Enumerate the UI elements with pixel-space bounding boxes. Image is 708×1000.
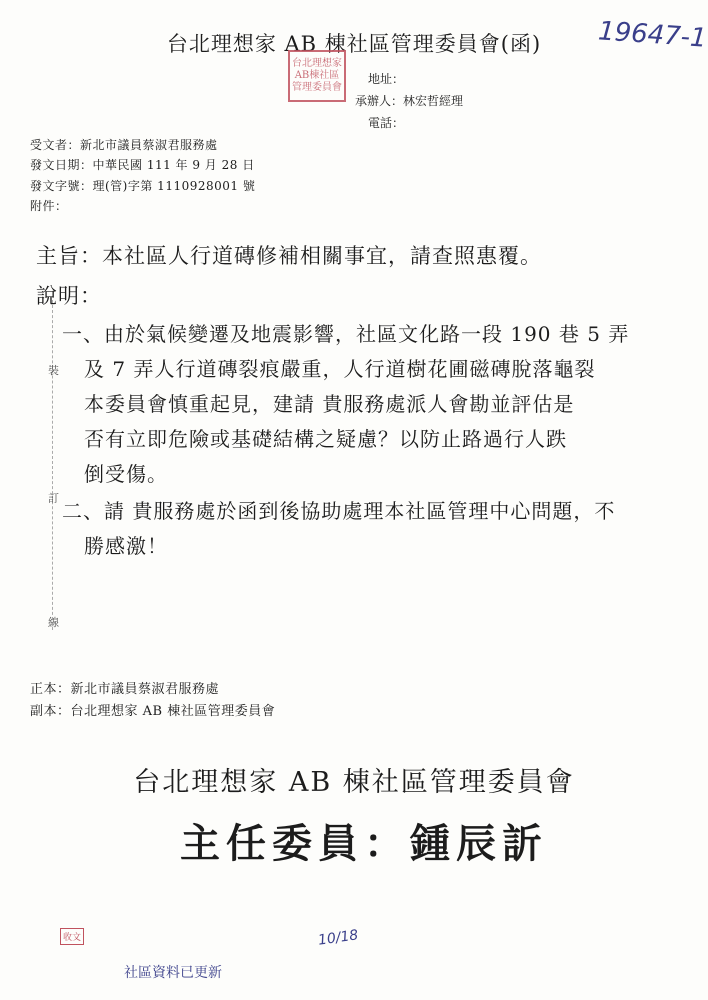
item1-line: 否有立即危險或基礎結構之疑慮？以防止路過行人跌 bbox=[84, 427, 567, 451]
handler-row bbox=[355, 92, 463, 109]
explanation-label: 說明： bbox=[36, 284, 102, 308]
copy-recipient: 副本：台北理想家 AB 棟社區管理委員會 bbox=[30, 704, 276, 719]
organization-seal bbox=[288, 50, 346, 102]
binding-mark: 線 bbox=[48, 616, 59, 629]
subject-text: 本社區人行道磚修補相關事宜，請查照惠覆。 bbox=[102, 244, 542, 268]
doc-number-line: 發文字號：理(管)字第 1110928001 號 bbox=[30, 179, 256, 193]
recipient-line: 受文者：新北市議員蔡淑君服務處 bbox=[30, 138, 218, 152]
binding-line bbox=[52, 300, 53, 630]
item1-line: 本委員會慎重起見，建請 貴服務處派人會勘並評估是 bbox=[84, 392, 575, 416]
attachment-line: 附件： bbox=[30, 199, 68, 213]
item2-line: 二、請 貴服務處於函到後協助處理本社區管理中心問題，不 bbox=[62, 499, 616, 523]
address-label: 地址： bbox=[368, 72, 405, 86]
subject-label: 主旨： bbox=[36, 244, 102, 268]
item1-line: 倒受傷。 bbox=[84, 462, 168, 486]
data-updated-stamp: 社區資料已更新 bbox=[124, 965, 222, 981]
received-stamp: 收文 bbox=[60, 928, 84, 945]
seal-text: 台北理想家AB棟社區管理委員會 bbox=[292, 58, 342, 93]
phone-label: 電話： bbox=[368, 116, 405, 130]
subject-line bbox=[36, 240, 542, 270]
handler-label: 承辦人： bbox=[355, 94, 404, 108]
document-title: 台北理想家 AB 棟社區管理委員會(函) bbox=[166, 32, 542, 56]
binding-mark: 裝 bbox=[48, 364, 59, 377]
original-recipient: 正本：新北市議員蔡淑君服務處 bbox=[30, 682, 220, 697]
handwritten-date: 10/18 bbox=[317, 927, 360, 949]
item1-line: 一、由於氣候變遷及地震影響，社區文化路一段 190 巷 5 弄 bbox=[62, 322, 630, 346]
handler-value: 林宏哲經理 bbox=[403, 94, 464, 108]
item2-line: 勝感激！ bbox=[84, 534, 168, 558]
item1-line: 及 7 弄人行道磚裂痕嚴重，人行道樹花圃磁磚脫落龜裂 bbox=[84, 357, 596, 381]
signature-organization: 台北理想家 AB 棟社區管理委員會 bbox=[133, 767, 575, 798]
signature-chair: 主任委員：鍾辰訢 bbox=[180, 820, 548, 867]
handwritten-doc-number: 19647-1 bbox=[597, 16, 708, 54]
date-line: 發文日期：中華民國 111 年 9 月 28 日 bbox=[30, 158, 255, 172]
binding-mark: 訂 bbox=[48, 492, 59, 505]
